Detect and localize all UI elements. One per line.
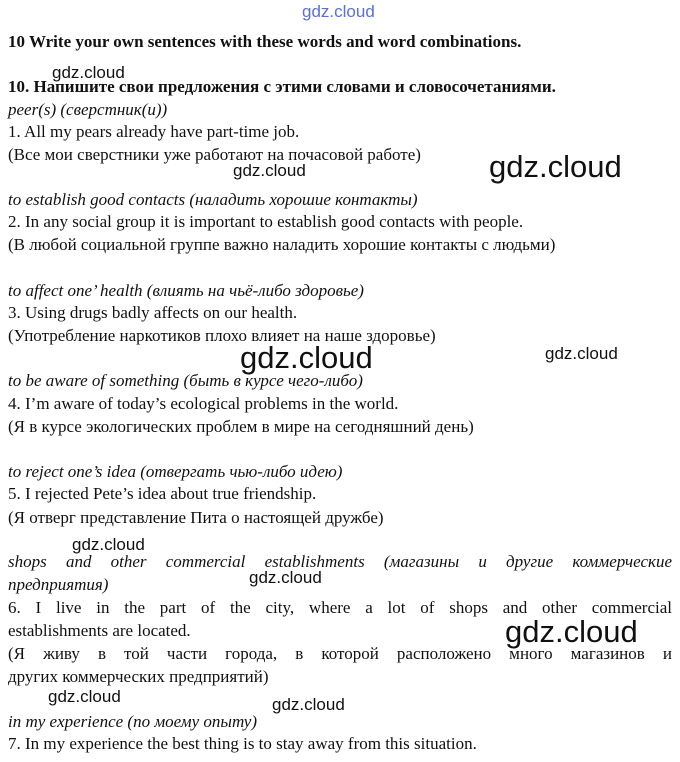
phrase-4: to be aware of something (быть в курсе чего-либо) — [8, 371, 363, 390]
example-4: 4. I’m aware of today’s ecological problems in the world. — [8, 394, 399, 413]
watermark: gdz.cloud — [489, 149, 622, 184]
translation-6-line-1: (Я живу в той части города, в которой расположено много магазинов и — [8, 644, 672, 663]
watermark: gdz.cloud — [249, 568, 322, 587]
phrase-1: peer(s) (сверстник(и)) — [8, 100, 168, 119]
example-5: 5. I rejected Pete’s idea about true friendship. — [8, 484, 317, 503]
translation-3: (Употребление наркотиков плохо влияет на наше здоровье) — [8, 326, 436, 345]
translation-2: (В любой социальной группе важно наладить хорошие контакты с людьми) — [8, 235, 556, 254]
watermark: gdz.cloud — [48, 687, 121, 706]
translation-1: (Все мои сверстники уже работают на почасовой работе) — [8, 145, 421, 164]
example-6-line-1: 6. I live in the part of the city, where a lot of shops and other commercial — [8, 598, 672, 617]
example-1: 1. All my pears already have part-time job. — [8, 122, 300, 141]
example-3: 3. Using drugs badly affects on our health. — [8, 303, 298, 322]
watermark: gdz.cloud — [505, 614, 638, 649]
watermark: gdz.cloud — [240, 340, 373, 375]
phrase-6-line-2: предприятия) — [8, 575, 109, 594]
watermark-top: gdz.cloud — [302, 2, 375, 21]
phrase-5: to reject one’s idea (отвергать чью-либо идею) — [8, 462, 343, 481]
watermark: gdz.cloud — [233, 161, 306, 180]
heading-russian: 10. Напишите свои предложения с этими словами и словосочетаниями. — [8, 77, 556, 96]
translation-5: (Я отверг представление Пита о настоящей дружбе) — [8, 508, 384, 527]
translation-6-line-2: других коммерческих предприятий) — [8, 667, 269, 686]
phrase-6-line-1: shops and other commercial establishments (магазины и другие коммерческие — [8, 552, 672, 571]
watermark: gdz.cloud — [272, 695, 345, 714]
translation-4: (Я в курсе экологических проблем в мире на сегодняшний день) — [8, 417, 474, 436]
phrase-2: to establish good contacts (наладить хорошие контакты) — [8, 190, 418, 209]
phrase-7: in my experience (по моему опыту) — [8, 712, 258, 731]
phrase-3: to affect one’ health (влиять на чьё-либо здоровье) — [8, 281, 364, 300]
heading-english: 10 Write your own sentences with these words and word combinations. — [8, 32, 522, 51]
watermark: gdz.cloud — [545, 344, 618, 363]
example-2: 2. In any social group it is important to establish good contacts with people. — [8, 212, 524, 231]
example-6-line-2: establishments are located. — [8, 621, 191, 640]
watermark: gdz.cloud — [52, 63, 125, 82]
example-7: 7. In my experience the best thing is to stay away from this situation. — [8, 734, 477, 753]
watermark: gdz.cloud — [72, 535, 145, 554]
